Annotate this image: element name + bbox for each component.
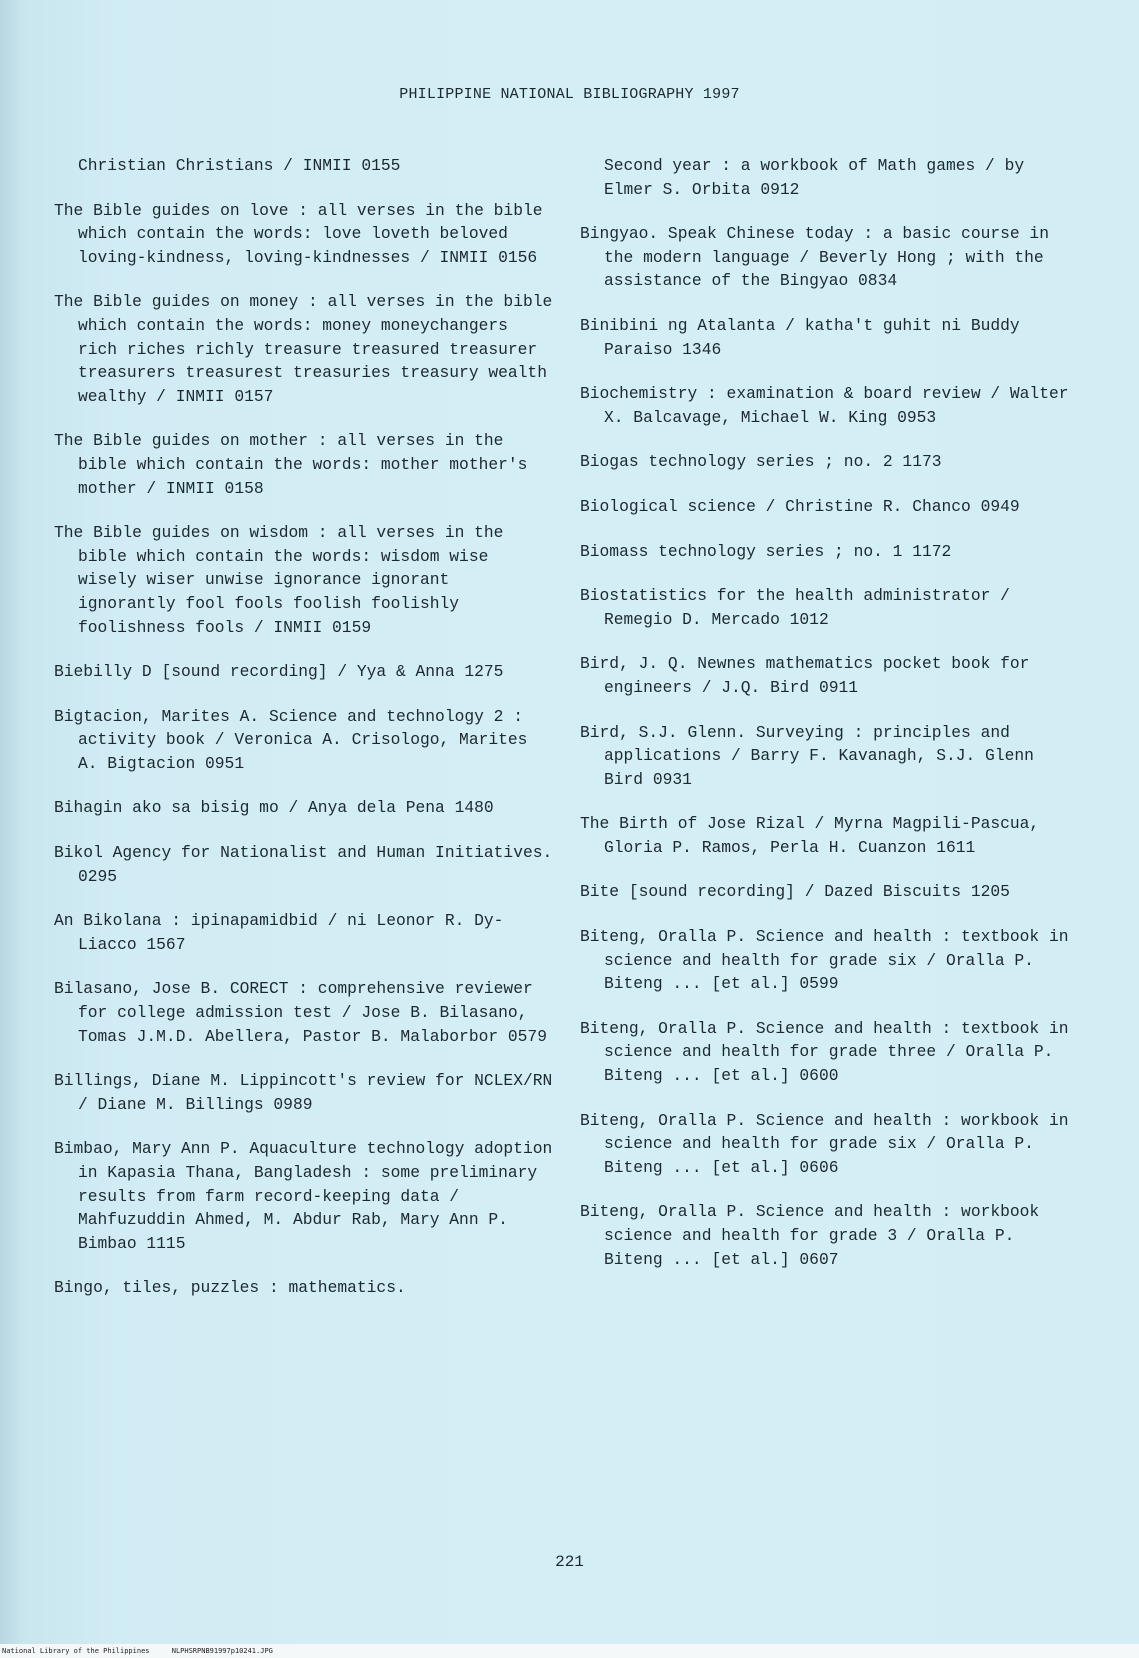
- bibliography-entry: Biebilly D [sound recording] / Yya & Anna 1275: [54, 662, 504, 682]
- bibliography-entry: Biomass technology series ; no. 1 1172: [580, 541, 952, 561]
- bibliography-entry: The Birth of Jose Rizal / Myrna Magpili-Pascua, Gloria P. Ramos, Perla H. Cuanzon 1611: [580, 814, 1040, 857]
- bibliography-entry: Biteng, Oralla P. Science and health : workbook science and health for grade 3 / Oralla P. Biteng ... [et al.] 0607: [580, 1202, 1040, 1269]
- bibliography-entry: Bilasano, Jose B. CORECT : comprehensive reviewer for college admission test / Jose B. Bilasano, Tomas J.M.D. Abellera, Pastor B. Malaborbor 0579: [54, 979, 547, 1046]
- page-title: PHILIPPINE NATIONAL BIBLIOGRAPHY 1997: [399, 86, 740, 103]
- bibliography-entry: Bikol Agency for Nationalist and Human Initiatives. 0295: [54, 843, 553, 886]
- footer-source: National Library of the Philippines: [2, 1647, 150, 1655]
- scan-footer: [0, 1644, 1139, 1658]
- bibliography-entry: The Bible guides on wisdom : all verses in the bible which contain the words: wisdom wise wisely wiser unwise ignorance ignorant ignorantly fool fools foolish foolishly foolishness fools / INMII 0159: [54, 523, 504, 637]
- bibliography-entry: Bimbao, Mary Ann P. Aquaculture technology adoption in Kapasia Thana, Bangladesh : some preliminary results from farm record-keeping data / Mahfuzuddin Ahmed, M. Abdur Rab, Mary Ann P. Bimbao 1115: [54, 1139, 553, 1253]
- bibliography-entry: Biostatistics for the health administrator / Remegio D. Mercado 1012: [580, 586, 1010, 629]
- bibliography-entry: Biological science / Christine R. Chanco 0949: [580, 496, 1020, 516]
- footer-file: NLPHSRPNB91997p10241.JPG: [171, 1647, 273, 1655]
- bibliography-entry: The Bible guides on love : all verses in the bible which contain the words: love loveth beloved loving-kindness, loving-kindnesses / INMII 0156: [54, 200, 543, 267]
- bibliography-entry: Biteng, Oralla P. Science and health : textbook in science and health for grade three / Oralla P. Biteng ... [et al.] 0600: [580, 1018, 1069, 1086]
- bibliography-entry: Bird, J. Q. Newnes mathematics pocket book for engineers / J.Q. Bird 0911: [580, 654, 1030, 697]
- bibliography-entry: Christian Christians / INMII 0155: [78, 156, 401, 175]
- bibliography-entry: Biogas technology series ; no. 2 1173: [580, 452, 942, 472]
- bibliography-entry: Biteng, Oralla P. Science and health : textbook in science and health for grade six / Oralla P. Biteng ... [et al.] 0599: [580, 927, 1069, 994]
- bibliography-entry: Billings, Diane M. Lippincott's review for NCLEX/RN / Diane M. Billings 0989: [54, 1071, 553, 1114]
- bibliography-entry: Biteng, Oralla P. Science and health : workbook in science and health for grade six / Oralla P. Biteng ... [et al.] 0606: [580, 1110, 1069, 1177]
- bibliography-entry: Binibini ng Atalanta / katha't guhit ni Buddy Paraiso 1346: [580, 315, 1020, 359]
- bibliography-entry: The Bible guides on mother : all verses in the bible which contain the words: mother mother's mother / INMII 0158: [54, 431, 528, 498]
- right-column: [580, 154, 1070, 1292]
- bibliography-entry: Bigtacion, Marites A. Science and technology 2 : activity book / Veronica A. Crisologo, Marites A. Bigtacion 0951: [54, 706, 528, 773]
- bibliography-entry: Bird, S.J. Glenn. Surveying : principles and applications / Barry F. Kavanagh, S.J. Glenn Bird 0931: [580, 722, 1034, 789]
- bibliography-entry: Second year : a workbook of Math games / by Elmer S. Orbita 0912: [604, 156, 1025, 199]
- bibliography-entry: Bihagin ako sa bisig mo / Anya dela Pena 1480: [54, 798, 494, 818]
- bibliography-entry: Bingo, tiles, puzzles : mathematics.: [54, 1278, 406, 1298]
- bibliography-entry: Bingyao. Speak Chinese today : a basic course in the modern language / Beverly Hong ; with the assistance of the Bingyao 0834: [580, 224, 1049, 291]
- bibliography-entry: Bite [sound recording] / Dazed Biscuits 1205: [580, 882, 1010, 902]
- page-number: 221: [555, 1553, 584, 1571]
- left-column: [54, 154, 554, 1321]
- bibliography-entry: An Bikolana : ipinapamidbid / ni Leonor R. Dy-Liacco 1567: [54, 911, 504, 954]
- bibliography-entry: Biochemistry : examination & board review / Walter X. Balcavage, Michael W. King 0953: [580, 384, 1069, 427]
- bibliography-entry: The Bible guides on money : all verses in the bible which contain the words: money moneychangers rich riches richly treasure treasured treasurer treasurers treasurest treasuries treasury wealth wealthy / INMII 0157: [54, 292, 553, 406]
